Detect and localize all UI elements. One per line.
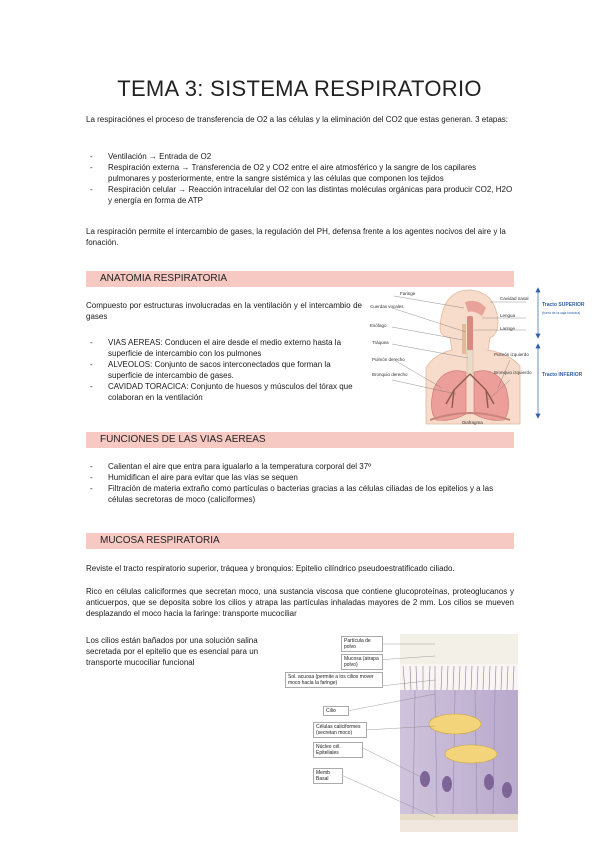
label-sol-acuosa: Sol. acuosa (permite a los cilios mover moco hacia la faringe) [285,672,383,688]
label-cilio: Cilio [323,706,349,716]
mucosa-p3: Los cilios están bañados por una solución salina secretada por el epitelio que es esencial para un transporte mucociliar funcional [86,636,259,667]
section-heading-anatomia: ANATOMIA RESPIRATORIA [86,271,514,287]
label-diafragma: Diafragma [462,420,483,425]
label-nucleo: Núcleo cél. Epiteliales [313,742,363,758]
funciones-list [86,461,514,505]
label-faringe: Faringe [400,291,416,296]
label-tracto-inferior: Tracto INFERIOR [542,372,583,378]
label-bronquio-der: Bronquio derecho [372,372,408,377]
stages-list [86,151,514,206]
label-lengua: Lengua [500,313,516,318]
list-item: - CAVIDAD TORACICA: Conjunto de huesos y músculos del tórax que colaboran en la ventilación [86,381,364,403]
label-particula: Partícula de polvo [341,636,383,652]
list-item: - ALVEOLOS: Conjunto de sacos interconectados que forman la superficie de intercambio de gases. [86,359,364,381]
list-item: - Respiración celular → Reacción intracelular del O2 con las distintas moléculas orgánicas para producir CO2, H2O y energía en forma de ATP [86,184,514,206]
list-item: - Humidifican el aire para evitar que las vías se sequen [86,472,514,483]
list-item: - VIAS AEREAS: Conducen el aire desde el medio externo hasta la superficie de intercambio con los pulmones [86,337,364,359]
label-pulmon-der: Pulmón derecho [372,357,405,362]
label-memb-basal: Memb Basal [313,768,343,784]
label-tracto-superior: Tracto SUPERIOR [542,302,585,308]
list-item: - Ventilación → Entrada de O2 [86,151,514,162]
list-item: - Filtración de materia extraño como partículas o bacterias gracias a las células ciliadas de los epitelios y a las células secretoras de moco (caliciformes) [86,483,514,505]
label-laringe: Laringe [500,326,516,331]
label-cuerdas: Cuerdas vocales [370,304,404,309]
label-traquea: Tráquea [372,340,389,345]
mucosa-p1: Reviste el tracto respiratorio superior, tráquea y bronquios: Epitelio cilíndrico pseudoestratificado ciliado. [86,564,455,573]
label-pulmon-izq: Pulmón izquierdo [494,352,529,357]
intro-paragraph: La respiraciónes el proceso de transferencia de O2 a las células y la eliminación del CO2 que estas generan. 3 etapas: [86,115,509,124]
label-cavidad-nasal: Cavidad nasal [500,296,529,301]
anatomia-list [86,337,364,403]
label-tracto-sup-note: (fuera de la caja torácica) [542,311,581,315]
section-heading-funciones: FUNCIONES DE LAS VIAS AEREAS [86,432,514,448]
respiratory-anatomy-figure [370,288,585,426]
respiratory-anatomy-illustration [370,288,585,426]
mucosa-p2: Rico en células caliciformes que secretan moco, una sustancia viscosa que contiene glucoproteínas, proteoglucanos y anticuerpos, que se deposita sobre los cilios y atrapa las partículas inhaladas mayores de 2 mm. Los cilios se mueven desplazando el moco hacia la faringe: transporte mucociliar [86,587,514,618]
label-esofago: Esófago [370,323,387,328]
intro2-paragraph: La respiración permite el intercambio de gases, la regulación del PH, defensa frente a los agentes nocivos del aire y la fonación. [86,227,506,247]
label-mucosa: Mucosa (atrapa polvo) [341,654,383,670]
ciliated-epithelium-figure [285,634,518,832]
anatomia-lead: Compuesto por estructuras involucradas en la ventilación y el intercambio de gases [86,301,362,321]
list-item: - Respiración externa → Transferencia de O2 y CO2 entre el aire atmosférico y la sangre de los capilares pulmonares y posteriormente, entre la sangre sistémica y las células que componen los tejidos [86,162,514,184]
page-title: TEMA 3: SISTEMA RESPIRATORIO [117,76,482,101]
label-bronquio-izq: Bronquio izquierdo [494,370,532,375]
section-heading-mucosa: MUCOSA RESPIRATORIA [86,533,514,549]
list-item: - Calientan el aire que entra para igualarlo a la temperatura corporal del 37º [86,461,514,472]
label-caliciformes: Células caliciformes (secretan moco) [313,722,367,738]
